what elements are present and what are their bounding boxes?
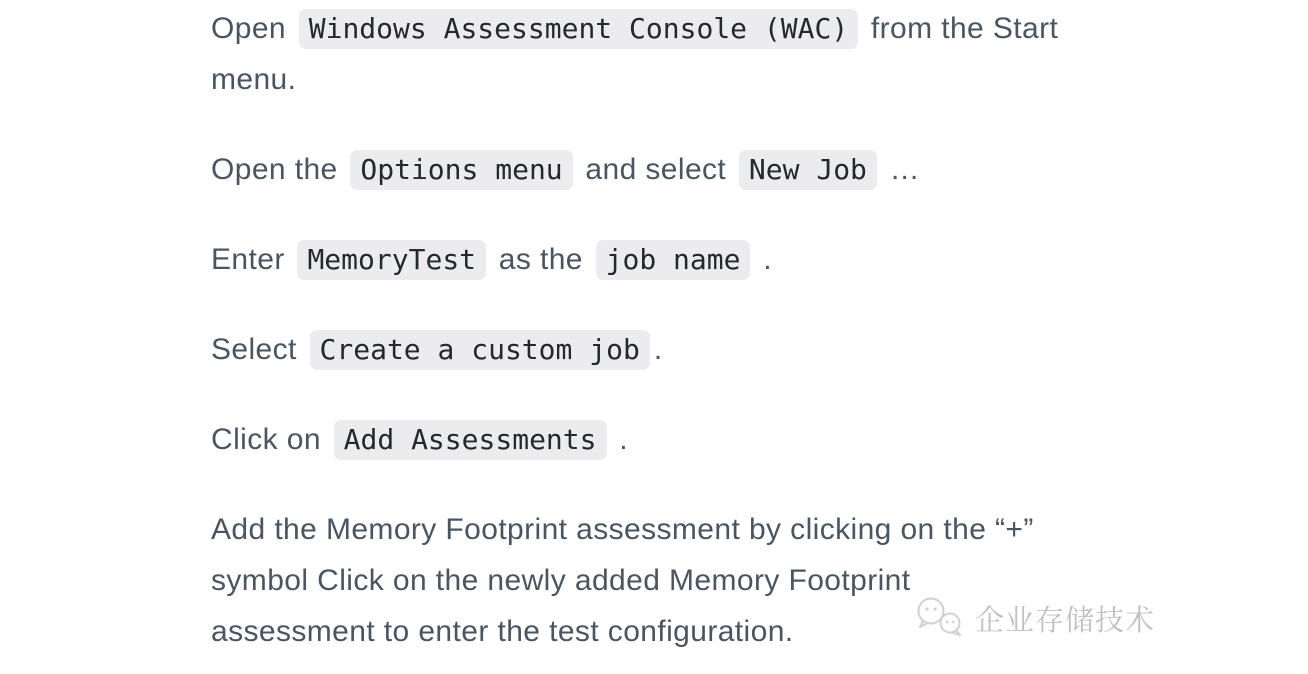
paragraph-text: Enter [211,243,294,276]
paragraph-text: Select [211,333,306,366]
paragraph-text: as the [490,243,592,276]
article [211,3,1201,657]
paragraph [211,144,1201,195]
paragraph-text: menu. [211,63,297,96]
paragraph-text: Open the [211,153,347,186]
inline-code: Create a custom job [310,330,650,370]
paragraph-text: assessment to enter the test configuration. [211,615,794,648]
paragraph-text: Click on [211,423,330,456]
paragraph-text: Add the Memory Footprint assessment by clicking on the “+” [211,513,1034,546]
paragraph [211,324,1201,375]
paragraph [211,414,1201,465]
paragraph [211,3,1201,105]
inline-code: Add Assessments [334,420,607,460]
inline-code: New Job [739,150,877,190]
paragraph-text: from the Start [862,12,1059,45]
paragraph-text: . [653,333,663,366]
paragraph [211,504,1201,657]
watermark-label: 企业存储技术 [975,604,1156,637]
paragraph-text: Open [211,12,295,45]
paragraph-text: … [880,153,921,186]
paragraph [211,234,1201,285]
inline-code: Options menu [350,150,572,190]
paragraph-text: . [754,243,772,276]
paragraph-text: . [610,423,628,456]
paragraph-text: and select [576,153,735,186]
article-body [211,3,1201,657]
paragraph-text: symbol Click on the newly added Memory Footprint [211,564,911,597]
inline-code: MemoryTest [297,240,486,280]
inline-code: Windows Assessment Console (WAC) [299,9,858,49]
inline-code: job name [596,240,751,280]
